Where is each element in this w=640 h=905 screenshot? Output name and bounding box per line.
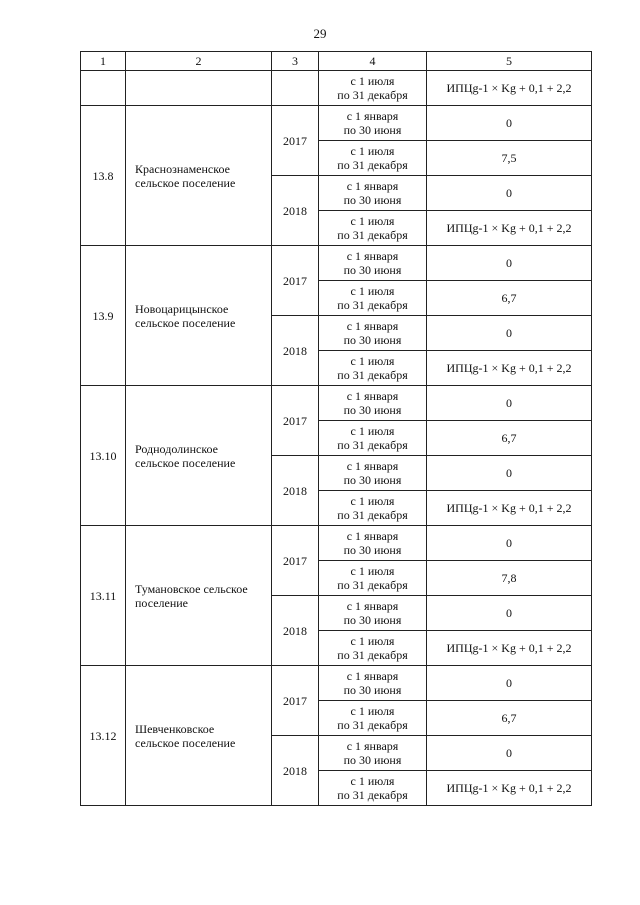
period-cell	[319, 456, 427, 491]
value-cell: 0	[427, 246, 592, 281]
value-cell: 6,7	[427, 281, 592, 316]
period-end: по 30 июня	[343, 543, 402, 557]
settlement-name-cell	[126, 246, 272, 386]
section-number-cell: 13.11	[81, 526, 126, 666]
continuation-number-cell	[81, 71, 126, 106]
period-cell	[319, 561, 427, 596]
period-cell	[319, 106, 427, 141]
period-end: по 30 июня	[343, 403, 402, 417]
period-start: с 1 января	[346, 599, 399, 613]
period-end: по 31 декабря	[337, 578, 408, 592]
settlement-name-line: сельское поселение	[135, 735, 236, 750]
header-cell-2: 2	[126, 52, 272, 71]
value-cell: ИПЦg-1 × Kg + 0,1 + 2,2	[427, 351, 592, 386]
period-cell	[319, 281, 427, 316]
period-start: с 1 января	[346, 179, 399, 193]
table-row	[81, 526, 592, 561]
period-end: по 31 декабря	[337, 228, 408, 242]
settlement-name-line: сельское поселение	[135, 175, 236, 190]
period-start: с 1 июля	[350, 284, 395, 298]
settlement-name-line: сельское поселение	[135, 455, 236, 470]
settlement-name-cell	[126, 106, 272, 246]
period-cell	[319, 596, 427, 631]
period-cell	[319, 701, 427, 736]
value-cell: 7,8	[427, 561, 592, 596]
value-cell: 0	[427, 666, 592, 701]
continuation-year-cell	[272, 71, 319, 106]
period-cell	[319, 71, 427, 106]
period-cell	[319, 211, 427, 246]
period-cell	[319, 736, 427, 771]
settlement-name-line: Тумановское сельское	[135, 581, 248, 596]
period-end: по 30 июня	[343, 613, 402, 627]
period-start: с 1 января	[346, 529, 399, 543]
header-cell-1: 1	[81, 52, 126, 71]
period-start: с 1 июля	[350, 564, 395, 578]
period-cell	[319, 491, 427, 526]
value-cell: 0	[427, 526, 592, 561]
table-row	[81, 106, 592, 141]
period-end: по 31 декабря	[337, 298, 408, 312]
period-end: по 31 декабря	[337, 508, 408, 522]
period-start: с 1 июля	[350, 354, 395, 368]
period-end: по 30 июня	[343, 263, 402, 277]
header-row	[81, 52, 592, 71]
section-number-cell: 13.10	[81, 386, 126, 526]
period-end: по 30 июня	[343, 753, 402, 767]
period-end: по 31 декабря	[337, 158, 408, 172]
period-end: по 31 декабря	[337, 88, 408, 102]
value-cell: ИПЦg-1 × Kg + 0,1 + 2,2	[427, 491, 592, 526]
period-end: по 31 декабря	[337, 788, 408, 802]
period-end: по 31 декабря	[337, 718, 408, 732]
tariff-table	[80, 51, 592, 806]
period-cell	[319, 526, 427, 561]
period-cell	[319, 386, 427, 421]
period-end: по 30 июня	[343, 333, 402, 347]
table-row	[81, 246, 592, 281]
period-start: с 1 января	[346, 389, 399, 403]
period-end: по 31 декабря	[337, 438, 408, 452]
section-number-cell: 13.8	[81, 106, 126, 246]
period-start: с 1 июля	[350, 634, 395, 648]
period-end: по 30 июня	[343, 193, 402, 207]
page-number: 29	[313, 26, 327, 41]
period-end: по 31 декабря	[337, 648, 408, 662]
value-cell: ИПЦg-1 × Kg + 0,1 + 2,2	[427, 631, 592, 666]
settlement-name-line: Шевченковское	[135, 721, 215, 736]
value-cell: ИПЦg-1 × Kg + 0,1 + 2,2	[427, 211, 592, 246]
period-cell	[319, 316, 427, 351]
value-cell: ИПЦg-1 × Kg + 0,1 + 2,2	[427, 771, 592, 806]
year-cell: 2017	[272, 246, 319, 316]
period-start: с 1 июля	[350, 144, 395, 158]
value-cell: ИПЦg-1 × Kg + 0,1 + 2,2	[427, 71, 592, 106]
value-cell: 6,7	[427, 701, 592, 736]
settlement-name-cell	[126, 666, 272, 806]
period-cell	[319, 246, 427, 281]
period-start: с 1 января	[346, 319, 399, 333]
table-row	[81, 666, 592, 701]
period-cell	[319, 351, 427, 386]
table-row	[81, 386, 592, 421]
period-start: с 1 января	[346, 109, 399, 123]
period-start: с 1 января	[346, 669, 399, 683]
header-cell-3: 3	[272, 52, 319, 71]
year-cell: 2018	[272, 736, 319, 806]
period-end: по 30 июня	[343, 473, 402, 487]
value-cell: 6,7	[427, 421, 592, 456]
section-number-cell: 13.9	[81, 246, 126, 386]
value-cell: 0	[427, 456, 592, 491]
year-cell: 2018	[272, 456, 319, 526]
value-cell: 0	[427, 596, 592, 631]
year-cell: 2018	[272, 596, 319, 666]
settlement-name-line: сельское поселение	[135, 315, 236, 330]
settlement-name-cell	[126, 526, 272, 666]
period-cell	[319, 666, 427, 701]
year-cell: 2017	[272, 106, 319, 176]
value-cell: 0	[427, 316, 592, 351]
section-number-cell: 13.12	[81, 666, 126, 806]
value-cell: 0	[427, 736, 592, 771]
period-cell	[319, 176, 427, 211]
period-start: с 1 июля	[350, 494, 395, 508]
table-body	[81, 52, 592, 806]
settlement-name-line: поселение	[135, 595, 189, 610]
value-cell: 0	[427, 386, 592, 421]
value-cell: 7,5	[427, 141, 592, 176]
period-cell	[319, 141, 427, 176]
period-cell	[319, 771, 427, 806]
year-cell: 2018	[272, 316, 319, 386]
settlement-name-line: Новоцарицынское	[135, 301, 229, 316]
year-cell: 2017	[272, 386, 319, 456]
period-start: с 1 июля	[350, 424, 395, 438]
period-end: по 30 июня	[343, 123, 402, 137]
continuation-name-cell	[126, 71, 272, 106]
year-cell: 2017	[272, 666, 319, 736]
settlement-name-line: Краснознаменское	[135, 161, 230, 176]
period-start: с 1 января	[346, 459, 399, 473]
period-start: с 1 января	[346, 249, 399, 263]
year-cell: 2017	[272, 526, 319, 596]
period-start: с 1 января	[346, 739, 399, 753]
period-cell	[319, 421, 427, 456]
period-start: с 1 июля	[350, 214, 395, 228]
settlement-name-line: Роднодолинское	[135, 441, 219, 456]
value-cell: 0	[427, 106, 592, 141]
period-start: с 1 июля	[350, 74, 395, 88]
period-end: по 31 декабря	[337, 368, 408, 382]
header-cell-5: 5	[427, 52, 592, 71]
period-start: с 1 июля	[350, 704, 395, 718]
period-end: по 30 июня	[343, 683, 402, 697]
header-cell-4: 4	[319, 52, 427, 71]
settlement-name-cell	[126, 386, 272, 526]
period-cell	[319, 631, 427, 666]
continuation-row	[81, 71, 592, 106]
period-start: с 1 июля	[350, 774, 395, 788]
value-cell: 0	[427, 176, 592, 211]
year-cell: 2018	[272, 176, 319, 246]
